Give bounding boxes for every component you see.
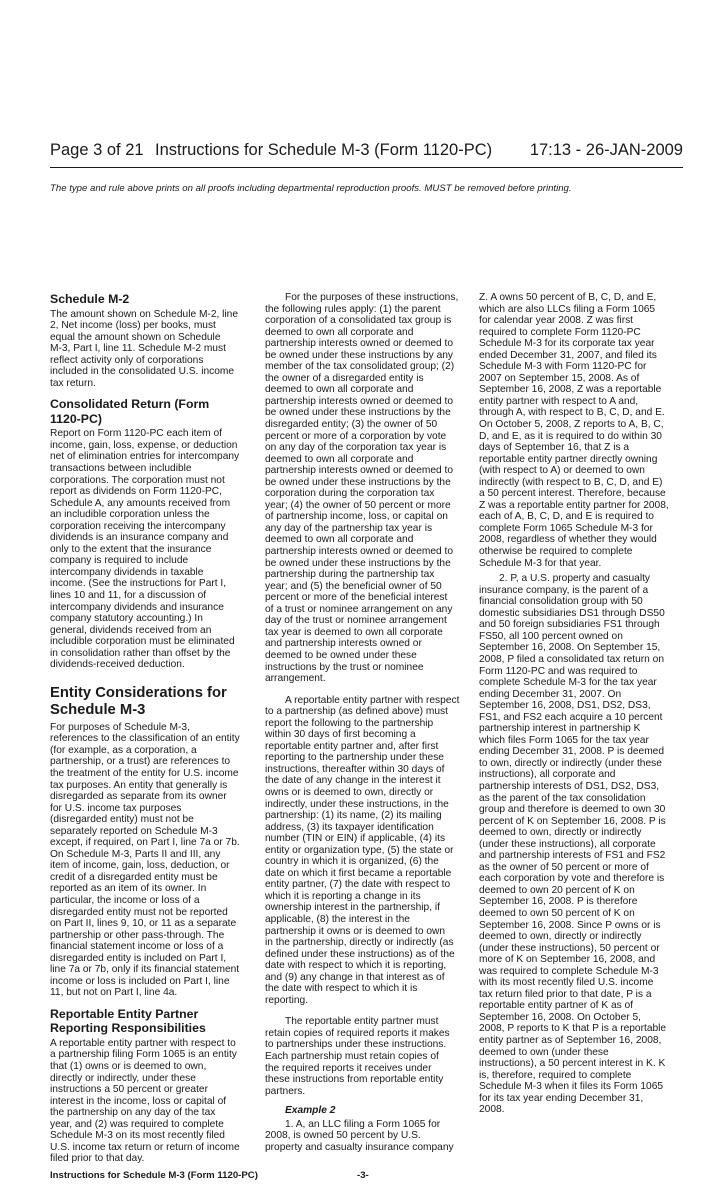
- example-heading: Example 2: [285, 1105, 336, 1117]
- text-line: On Schedule M-3, Parts II and III, any: [50, 848, 221, 860]
- text-line: Schedule M-3 when it files its Form 1065: [479, 1081, 664, 1093]
- text-line: of a trust or nominee arrangement on any: [265, 603, 453, 615]
- header-rule: [50, 167, 683, 168]
- text-line: which are also LLCs filing a Form 1065: [479, 303, 656, 315]
- text-line: intercompany dividends in taxable: [50, 566, 204, 578]
- text-line: September 16, 2008. On September 15,: [479, 642, 661, 654]
- text-line: member of the tax consolidated group; (2): [265, 361, 455, 373]
- spacer: [50, 389, 255, 397]
- text-line: an includible corporation unless the: [50, 509, 210, 521]
- text-line: credit of a disregarded entity must be: [50, 871, 218, 883]
- text-line: on Part II, lines 9, 10, or 11 as a separate: [50, 918, 237, 930]
- text-line: within 30 days of first becoming a: [265, 729, 416, 741]
- text-line: particular, the income or loss of a: [50, 895, 200, 907]
- text-line: for its tax year ending December 31,: [479, 1092, 644, 1104]
- text-line: 2008, P filed a consolidated tax return on: [479, 653, 665, 665]
- text-line: entity partner, (7) the date with respect to: [265, 879, 451, 891]
- text-line: FS50, all 100 percent owned on: [479, 630, 623, 642]
- text-line: deemed to own all corporate and: [265, 534, 414, 546]
- text-line: as the parent of the tax consolidation: [479, 792, 646, 804]
- text-line: 2008, is owned 50 percent by U.S.: [265, 1130, 421, 1142]
- text-line: tax return.: [50, 377, 96, 389]
- text-line: Schedule M-3 on its most recently filed: [50, 1130, 225, 1142]
- text-line: partners.: [265, 1085, 306, 1097]
- text-line: 2008.: [479, 1104, 505, 1116]
- text-line: tax year is deemed to own all corporate: [265, 626, 443, 638]
- text-line: on any day of the corporation tax year is: [265, 442, 447, 454]
- text-line: September 16, 2008. P is therefore: [479, 896, 638, 908]
- text-line: these instructions from reportable entity: [265, 1074, 444, 1086]
- section-heading: Reporting Responsibilities: [50, 1021, 206, 1036]
- text-line: partnership interests of DS1, DS2, DS3,: [479, 780, 660, 792]
- page-header: [50, 141, 683, 163]
- text-line: partnership interests owned or deemed to: [265, 546, 454, 558]
- text-line: (disregarded entity) must not be: [50, 814, 194, 826]
- text-line: in consolidation rather than offset by the: [50, 647, 231, 659]
- text-line: the following rules apply: (1) the parent: [265, 303, 441, 315]
- text-line: partnership, or a trust) are references to: [50, 756, 231, 768]
- text-line: directly or indirectly, under these: [50, 1072, 196, 1084]
- text-line: dividends is an insurance company and: [50, 532, 229, 544]
- major-heading: Schedule M-3: [50, 702, 146, 719]
- text-line: A reportable entity partner with respect to: [50, 1037, 236, 1049]
- text-line: 2, Net income (loss) per books, must: [50, 320, 216, 332]
- text-line: interest in the income, loss or capital of: [50, 1095, 227, 1107]
- text-line: deemed to own (under these: [479, 1046, 609, 1058]
- text-line: partnership interests owned or deemed to: [265, 338, 454, 350]
- text-column-2: [265, 292, 473, 1153]
- text-line: corporation of a consolidated tax group is: [265, 315, 452, 327]
- text-line: that (1) owns or is deemed to own,: [50, 1061, 207, 1073]
- text-line: disregarded as separate from its owner: [50, 791, 227, 803]
- text-line: the owner of a disregarded entity is: [265, 372, 424, 384]
- text-line: September 16, 2008. Since P owns or is: [479, 919, 661, 931]
- text-line: On October 5, 2008, Z reports to A, B, C,: [479, 419, 664, 431]
- text-line: number (TIN or EIN) if applicable, (4) its: [265, 833, 446, 845]
- text-line: (under these instructions), 50 percent or: [479, 942, 660, 954]
- text-line: reportable entity partner and, after first: [265, 740, 439, 752]
- spacer: [50, 999, 255, 1007]
- text-line: corporation receiving the intercompany: [50, 520, 226, 532]
- spacer: [265, 1006, 473, 1016]
- text-line: disregarded entity is included on Part I,: [50, 952, 227, 964]
- text-line: only to the extent that the insurance: [50, 543, 212, 555]
- text-line: September 16, 2008, DS1, DS2, DS3,: [479, 700, 651, 712]
- text-line: report as dividends on Form 1120-PC,: [50, 486, 222, 498]
- text-line: which files Form 1065 for the tax year: [479, 734, 649, 746]
- text-line: company is required to include: [50, 555, 189, 567]
- text-line: The amount shown on Schedule M-2, line: [50, 308, 239, 320]
- text-line: address, (3) its taxpayer identification: [265, 821, 434, 833]
- text-line: and 50 foreign subsidiaries FS1 through: [479, 619, 660, 631]
- text-line: includible corporation must be eliminated: [50, 636, 235, 648]
- text-line: lines 10 and 11, for a discussion of: [50, 589, 207, 601]
- text-line: separately reported on Schedule M-3: [50, 825, 218, 837]
- text-line: partnership interests owned or deemed to: [265, 465, 454, 477]
- text-line: (with respect to A) or deemed to own: [479, 465, 645, 477]
- text-line: deemed to own all corporate and: [265, 326, 414, 338]
- text-line: defined under these instructions) as of the: [265, 948, 455, 960]
- text-line: reporting to the partnership under these: [265, 752, 444, 764]
- major-heading: Entity Considerations for: [50, 684, 227, 701]
- text-line: each of A, B, C, D, and E is required to: [479, 511, 654, 523]
- text-line: general, dividends received from an: [50, 624, 212, 636]
- text-line: and partnership interests of FS1 and FS2: [479, 850, 666, 862]
- text-line: reportable entity partner of K as of: [479, 1000, 634, 1012]
- spacer: [265, 685, 473, 695]
- text-line: country in which it is organized, (6) the: [265, 856, 439, 868]
- text-line: date on which it first became a reportable: [265, 867, 452, 879]
- text-line: company statutory accounting.) In: [50, 613, 203, 625]
- spacer: [50, 671, 255, 685]
- text-line: partnership or other pass-through. The: [50, 929, 225, 941]
- text-line: income. (See the instructions for Part I,: [50, 578, 227, 590]
- text-line: date with respect to which it is reporting,: [265, 960, 447, 972]
- text-line: net of elimination entries for intercompany: [50, 451, 240, 463]
- text-line: deemed to own all corporate and: [265, 384, 414, 396]
- text-line: 2008, P reports to K that P is a reportable: [479, 1023, 667, 1035]
- text-line: ending December 31, 2008. P is deemed: [479, 746, 665, 758]
- text-line: complete Schedule M-3 for the tax year: [479, 677, 657, 689]
- text-line: entity or organization type, (5) the state or: [265, 844, 454, 856]
- text-line: for calendar year 2008. Z was first: [479, 315, 634, 327]
- text-line: dividends-received deduction.: [50, 659, 185, 671]
- text-line: deemed to own, directly or indirectly: [479, 827, 642, 839]
- paragraph-first-line: For the purposes of these instructions,: [285, 292, 459, 303]
- text-line: year; and (5) the beneficial owner of 50: [265, 580, 442, 592]
- text-line: transactions between includible: [50, 462, 192, 474]
- text-line: partnership it owns or is deemed to own: [265, 925, 446, 937]
- text-line: filed prior to that day.: [50, 1153, 145, 1165]
- text-line: year, and (2) was required to complete: [50, 1118, 224, 1130]
- text-line: reportable entity partner directly owning: [479, 453, 658, 465]
- text-line: disregarded entity; (3) the owner of 50: [265, 419, 438, 431]
- text-line: Report on Form 1120-PC each item of: [50, 428, 222, 440]
- text-line: and (9) any change in that interest as of: [265, 971, 445, 983]
- text-line: for U.S. income tax purposes: [50, 802, 182, 814]
- text-line: of partnership income, loss, or capital on: [265, 511, 448, 523]
- text-line: deemed to own all corporate and: [265, 453, 414, 465]
- text-line: is, therefore, required to complete: [479, 1069, 632, 1081]
- text-line: tax purposes. An entity that generally is: [50, 779, 228, 791]
- text-line: to a partnership (as defined above) must: [265, 706, 448, 718]
- footer-page-number: -3-: [357, 1170, 369, 1181]
- text-line: day of the trust or nominee arrangement: [265, 615, 447, 627]
- text-line: to own, directly or indirectly (under these: [479, 757, 662, 769]
- text-line: deemed to be owned under these: [265, 649, 417, 661]
- paragraph-first-line: The reportable entity partner must: [285, 1016, 439, 1028]
- text-line: deemed to own, directly or indirectly: [479, 931, 642, 943]
- text-line: ended December 31, 2007, and filed its: [479, 349, 657, 361]
- page-counter: Page 3 of 21: [50, 141, 144, 159]
- text-line: Each partnership must retain copies of: [265, 1051, 439, 1062]
- text-line: (under these instructions), all corporate: [479, 838, 656, 850]
- text-line: with its most recently filed U.S. income: [479, 977, 654, 989]
- text-line: percent of K on September 16, 2008. P is: [479, 815, 666, 827]
- text-line: instructions by the trust or nominee: [265, 661, 424, 673]
- text-line: which it is reporting a change in its: [265, 890, 421, 902]
- text-line: equal the amount shown on Schedule: [50, 331, 221, 343]
- page-footer: [50, 1170, 683, 1184]
- text-line: more of K on September 16, 2008, and: [479, 954, 656, 966]
- text-line: 2007 on September 15, 2008. As of: [479, 372, 640, 384]
- print-timestamp: 17:13 - 26-JAN-2009: [529, 141, 683, 159]
- text-line: except, if required, on Part I, line 7a or 7b.: [50, 837, 240, 849]
- text-line: instructions a 50 percent or greater: [50, 1084, 208, 1096]
- section-heading: Reportable Entity Partner: [50, 1006, 199, 1021]
- text-line: be owned under these instructions by the: [265, 407, 451, 419]
- text-line: be owned under these instructions by any: [265, 349, 454, 361]
- text-line: and partnership interests owned or: [265, 638, 422, 650]
- section-heading: 1120-PC): [50, 411, 102, 426]
- text-line: Z. A owns 50 percent of B, C, D, and E,: [479, 292, 657, 303]
- text-line: insurance company, is the parent of a: [479, 584, 649, 596]
- text-line: required to complete Form 1120-PC: [479, 326, 641, 338]
- text-line: a partnership filing Form 1065 is an entity: [50, 1049, 237, 1061]
- text-line: FS1, and FS2 each acquire a 10 percent: [479, 711, 663, 723]
- paragraph-first-line: A reportable entity partner with respect: [285, 694, 460, 706]
- text-line: deemed to own 20 percent of K on: [479, 884, 635, 896]
- text-line: partnership during the partnership tax: [265, 569, 435, 581]
- text-line: report the following to the partnership: [265, 717, 434, 729]
- text-line: For purposes of Schedule M-3,: [50, 721, 190, 733]
- text-line: income or loss is included on Part I, line: [50, 975, 230, 987]
- text-line: partnership interests owned or deemed to: [265, 395, 454, 407]
- text-line: September 16, 2008, Z was a reportable: [479, 384, 662, 396]
- text-line: corporations. The corporation must not: [50, 474, 225, 486]
- text-line: year; (4) the owner of 50 percent or more: [265, 499, 451, 511]
- text-line: deemed to own 50 percent of K on: [479, 907, 635, 919]
- text-line: reflect activity only of corporations: [50, 354, 204, 366]
- footer-title: Instructions for Schedule M-3 (Form 1120-PC): [50, 1170, 258, 1181]
- text-line: corporation during the corporation tax: [265, 488, 435, 500]
- text-line: 11, but not on Part I, line 4a.: [50, 987, 178, 999]
- text-line: partnership: (1) its name, (2) its mailing: [265, 810, 442, 822]
- text-line: Schedule M-3 for that year.: [479, 557, 602, 569]
- text-line: be owned under these instructions by the: [265, 557, 451, 569]
- text-line: complete Form 1065 Schedule M-3 for: [479, 522, 653, 534]
- text-line: item of income, gain, loss, deduction, or: [50, 860, 230, 872]
- text-line: instructions), a 50 percent interest in K. K: [479, 1058, 666, 1070]
- text-line: retain copies of required reports it makes: [265, 1027, 450, 1039]
- document-title: Instructions for Schedule M-3 (Form 1120-PC): [155, 141, 493, 159]
- text-line: 2008, regardless of whether they would: [479, 534, 657, 546]
- text-line: tax return filed prior to that date, P is a: [479, 988, 652, 1000]
- text-line: owns or is deemed to own, directly or: [265, 786, 434, 798]
- text-line: instructions), all corporate and: [479, 769, 616, 781]
- text-column-1: [50, 292, 255, 1165]
- text-line: applicable, (8) the interest in the: [265, 913, 410, 925]
- text-line: to partnerships under these instructions.: [265, 1039, 447, 1051]
- section-heading: Schedule M-2: [50, 292, 130, 306]
- text-line: D, and E, as it is required to do within 30: [479, 430, 662, 442]
- text-line: in the partnership, directly or indirectly (as: [265, 937, 454, 949]
- text-line: U.S. income tax return or return of income: [50, 1141, 240, 1153]
- text-line: the required reports it receives under: [265, 1062, 432, 1074]
- text-line: indirectly (with respect to B, C, D, and E): [479, 476, 663, 488]
- text-line: ending December 31, 2007. On: [479, 688, 622, 700]
- text-line: intercompany dividends and insurance: [50, 601, 224, 613]
- text-line: percent or more of the beneficial interest: [265, 592, 448, 604]
- text-line: entity partner with respect to A and,: [479, 395, 639, 407]
- section-heading: Consolidated Return (Form: [50, 397, 210, 412]
- text-line: financial statement income or loss of a: [50, 941, 224, 953]
- text-line: indirectly, under these instructions, in the: [265, 798, 449, 810]
- text-line: the partnership on any day of the tax: [50, 1107, 216, 1119]
- text-line: otherwise be required to complete: [479, 546, 633, 558]
- text-line: September 16, 2008. On October 5,: [479, 1011, 641, 1023]
- text-line: reported as an item of its owner. In: [50, 883, 207, 895]
- text-line: percent or more of a corporation by vote: [265, 430, 447, 442]
- text-line: line 7a or 7b, only if its financial statement: [50, 964, 240, 976]
- text-line: Schedule M-3 for its corporate tax year: [479, 338, 655, 350]
- text-line: each corporation by vote and therefore is: [479, 873, 665, 885]
- text-line: any day of the partnership tax year is: [265, 522, 433, 534]
- text-line: was required to complete Schedule M-3: [479, 965, 659, 977]
- paragraph-first-line: 2. P, a U.S. property and casualty: [499, 573, 651, 585]
- text-line: ownership interest in the partnership, if: [265, 902, 440, 914]
- text-line: the date of any change in the interest it: [265, 775, 441, 787]
- text-line: Form 1120-PC and was required to: [479, 665, 638, 677]
- text-line: as the owner of 50 percent or more of: [479, 861, 649, 873]
- text-line: through A, with respect to B, C, D, and E.: [479, 407, 665, 419]
- text-line: arrangement.: [265, 673, 326, 685]
- text-line: disregarded entity must not be reported: [50, 906, 228, 918]
- text-line: entity partner as of September 16, 2008,: [479, 1035, 662, 1046]
- text-line: Z was a reportable entity partner for 2008,: [479, 499, 669, 511]
- text-line: the treatment of the entity for U.S. income: [50, 768, 239, 779]
- text-line: instructions, thereafter within 30 days of: [265, 763, 445, 775]
- text-line: be owned under these instructions by the: [265, 476, 451, 488]
- text-line: financial consolidation group with 50: [479, 596, 643, 608]
- text-line: property and casualty insurance company: [265, 1141, 454, 1153]
- text-line: reporting.: [265, 994, 309, 1006]
- text-line: days of September 16, that Z is a: [479, 442, 630, 454]
- text-line: group and therefore is deemed to own 30: [479, 804, 666, 816]
- text-line: Schedule A, any amounts received from: [50, 497, 231, 509]
- text-line: Schedule M-3 with Form 1120-PC for: [479, 361, 647, 373]
- text-line: a 50 percent interest. Therefore, because: [479, 488, 666, 500]
- spacer: [265, 1097, 473, 1105]
- text-line: references to the classification of an entity: [50, 733, 240, 745]
- text-line: income, gain, loss, expense, or deduction: [50, 439, 238, 451]
- text-line: partnership interest in partnership K: [479, 723, 641, 735]
- paragraph-first-line: 1. A, an LLC filing a Form 1065 for: [285, 1118, 441, 1130]
- text-line: included in the consolidated U.S. income: [50, 366, 235, 378]
- text-line: M-3, Part I, line 11. Schedule M-2 must: [50, 343, 226, 355]
- text-column-3: [479, 292, 684, 1116]
- text-line: the date with respect to which it is: [265, 983, 418, 995]
- proof-note: The type and rule above prints on all proofs including departmental reproduction proofs. MUST be removed before printing.: [50, 183, 572, 194]
- text-line: domestic subsidiaries DS1 through DS50: [479, 607, 665, 619]
- text-line: (for example, as a corporation, a: [50, 744, 197, 756]
